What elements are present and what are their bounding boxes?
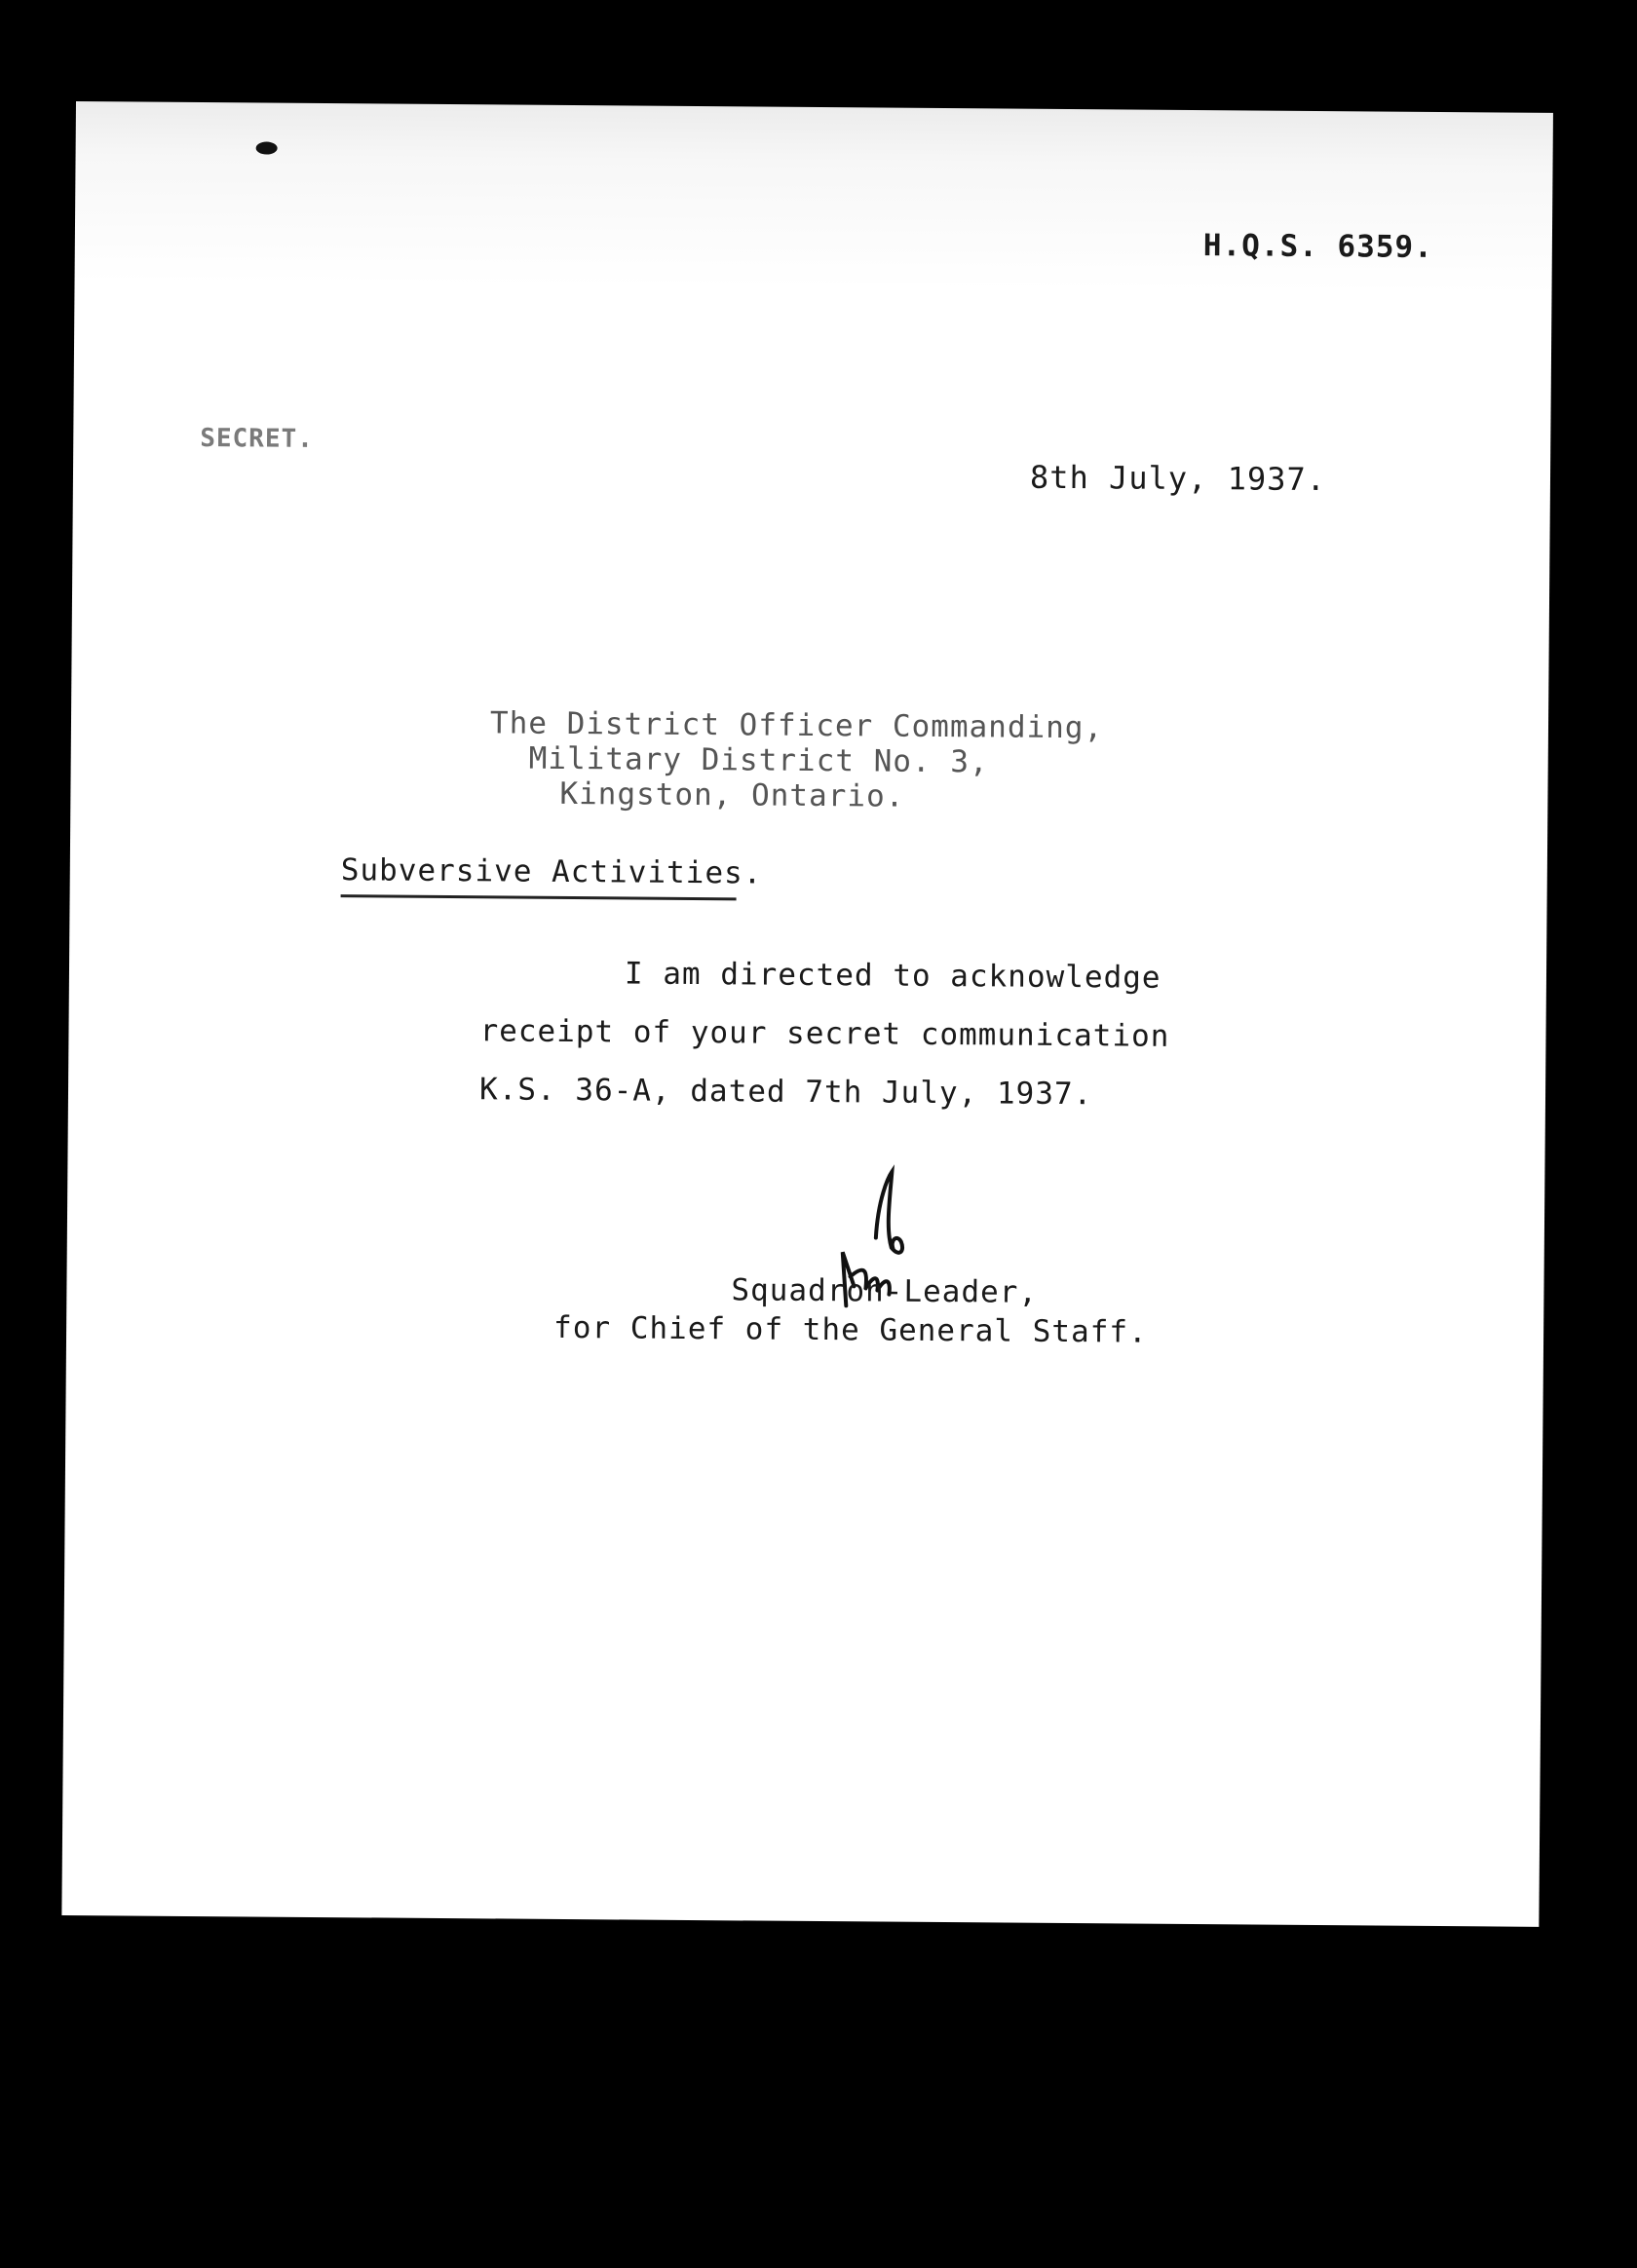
addressee-line-2: Military District No. 3, [528, 740, 989, 780]
subject-line: Subversive Activities. [340, 852, 763, 891]
addressee-line-1: The District Officer Commanding, [489, 705, 1104, 746]
addressee-line-3: Kingston, Ontario. [559, 775, 905, 814]
signatory-on-behalf-of: for Chief of the General Staff. [552, 1309, 1148, 1350]
signatory-rank: Squadron-Leader, [731, 1272, 1039, 1310]
letter-date: 8th July, 1937. [1029, 458, 1327, 499]
ink-blot [256, 141, 278, 154]
subject-underline [341, 894, 737, 900]
classification-label: SECRET. [200, 424, 314, 454]
body-line-3: K.S. 36-A, dated 7th July, 1937. [478, 1072, 1093, 1113]
letter-page [61, 101, 1553, 1927]
body-line-2: receipt of your secret communication [479, 1013, 1170, 1054]
file-reference: H.Q.S. 6359. [1202, 228, 1433, 265]
body-line-1: I am directed to acknowledge [624, 956, 1161, 996]
